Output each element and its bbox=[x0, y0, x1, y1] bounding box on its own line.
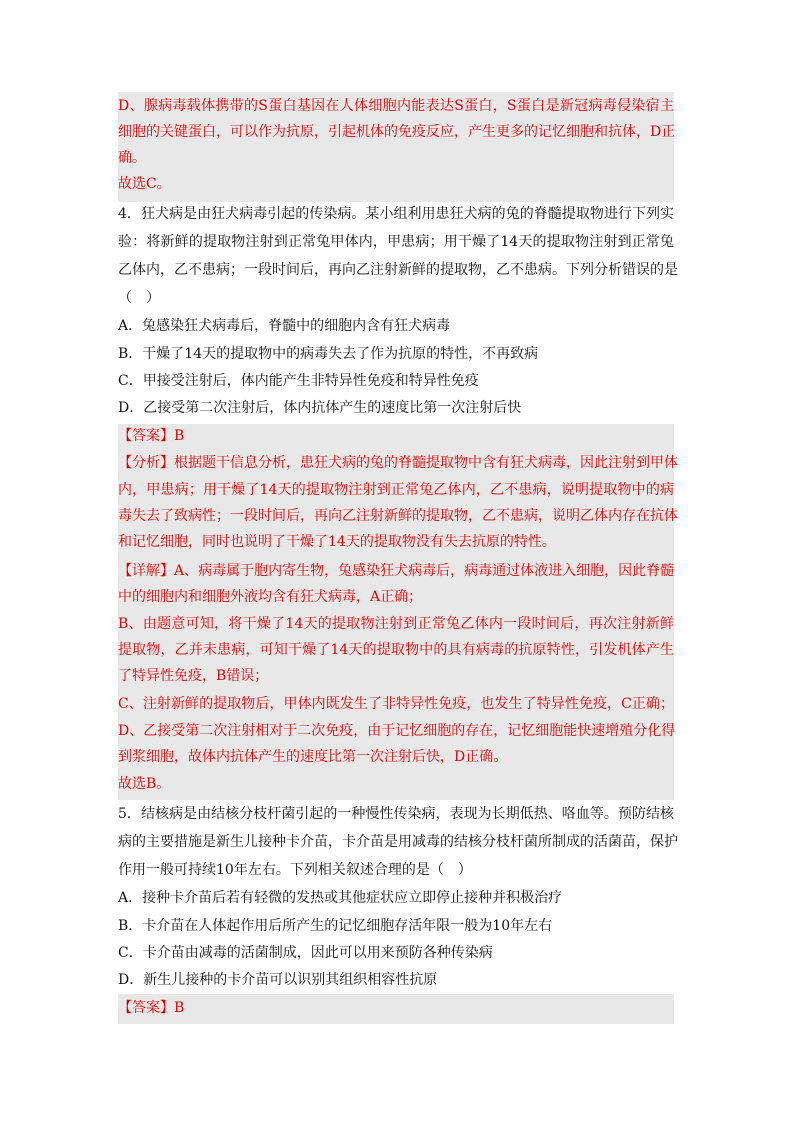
question-4 bbox=[118, 202, 678, 426]
question-stem: 病的主要措施是新生儿接种卡介苗，卡介苗是用减毒的结核分枝杆菌所制成的活菌苗，保护 bbox=[118, 834, 678, 850]
answer-text: D、腺病毒载体携带的S蛋白基因在人体细胞内能表达S蛋白，S蛋白是新冠病毒侵染宿主 bbox=[118, 98, 674, 114]
detail-text: B、由题意可知，将干燥了14天的提取物注射到正常兔乙体内一段时间后，再次注射新鲜 bbox=[118, 616, 674, 632]
question-stem: 5．结核病是由结核分枝杆菌引起的一种慢性传染病，表现为长期低热、咯血等。预防结核 bbox=[118, 806, 674, 822]
choose-text: 故选B。 bbox=[118, 776, 171, 792]
answer-text: 确。 bbox=[118, 150, 146, 166]
question-stem: 4．狂犬病是由狂犬病毒引起的传染病。某小组利用患狂犬病的兔的脊髓提取物进行下列实 bbox=[118, 206, 674, 222]
detail-text: 到浆细胞，故体内抗体产生的速度比第一次注射后快，D正确。 bbox=[118, 749, 508, 765]
detail-text: C、注射新鲜的提取物后，甲体内既发生了非特异性免疫，也发生了特异性免疫，C正确； bbox=[118, 696, 674, 712]
detail-text: 【详解】A、病毒属于胞内寄生物，兔感染狂犬病毒后，病毒通过体液进入细胞，因此脊髓 bbox=[118, 563, 675, 579]
detail-text: 提取物，乙并未患病，可知干燥了14天的提取物中的具有病毒的抗原特性，引发机体产生 bbox=[118, 642, 674, 658]
analysis-text: 内，甲患病；用干燥了14天的提取物注射到正常兔乙体内，乙不患病，说明提取物中的病 bbox=[118, 482, 674, 498]
option-b: B．干燥了14天的提取物中的病毒失去了作为抗原的特性，不再致病 bbox=[118, 346, 539, 362]
question-stem: （ ） bbox=[118, 290, 160, 306]
detail-text: 了特异性免疫，B错误； bbox=[118, 668, 269, 684]
detail-text: D、乙接受第二次注射相对于二次免疫，由于记忆细胞的存在，记忆细胞能快速增殖分化得 bbox=[118, 723, 676, 739]
option-a: A．接种卡介苗后若有轻微的发热或其他症状应立即停止接种并积极治疗 bbox=[118, 890, 563, 906]
question-stem: 验：将新鲜的提取物注射到正常兔甲体内，甲患病；用干燥了14天的提取物注射到正常兔 bbox=[118, 234, 674, 250]
question-stem: 作用一般可持续10年左右。下列相关叙述合理的是（ ） bbox=[118, 862, 472, 878]
q5-solution-block bbox=[118, 994, 674, 1024]
question-stem: 乙体内，乙不患病；一段时间后，再向乙注射新鲜的提取物，乙不患病。下列分析错误的是 bbox=[118, 262, 678, 278]
option-d: D．新生儿接种的卡介苗可以识别其组织相容性抗原 bbox=[118, 972, 438, 988]
option-b: B．卡介苗在人体起作用后所产生的记忆细胞存活年限一般为10年左右 bbox=[118, 918, 553, 934]
answer-label: 【答案】B bbox=[118, 428, 185, 444]
option-d: D．乙接受第二次注射后，体内抗体产生的速度比第一次注射后快 bbox=[118, 400, 522, 416]
answer-text: 细胞的关键蛋白，可以作为抗原，引起机体的免疫反应，产生更多的记忆细胞和抗体，D正 bbox=[118, 124, 676, 140]
choose-text: 故选C。 bbox=[118, 176, 171, 192]
option-c: C．甲接受注射后，体内能产生非特异性免疫和特异性免疫 bbox=[118, 373, 479, 389]
analysis-text: 毒失去了致病性；一段时间后，再向乙注射新鲜的提取物，乙不患病，说明乙体内存在抗体 bbox=[118, 508, 678, 524]
prev-answer-block bbox=[118, 92, 674, 202]
detail-text: 中的细胞内和细胞外液均含有狂犬病毒，A正确； bbox=[118, 589, 423, 605]
option-a: A．兔感染狂犬病毒后，脊髓中的细胞内含有狂犬病毒 bbox=[118, 318, 451, 334]
question-5 bbox=[118, 800, 678, 994]
analysis-text: 和记忆细胞，同时也说明了干燥了14天的提取物没有失去抗原的特性。 bbox=[118, 534, 556, 550]
q4-solution-block bbox=[118, 424, 678, 800]
analysis-text: 【分析】根据题干信息分析，患狂犬病的兔的脊髓提取物中含有狂犬病毒，因此注射到甲体 bbox=[118, 455, 678, 471]
answer-label: 【答案】B bbox=[118, 1000, 185, 1016]
option-c: C．卡介苗由减毒的活菌制成，因此可以用来预防各种传染病 bbox=[118, 945, 493, 961]
